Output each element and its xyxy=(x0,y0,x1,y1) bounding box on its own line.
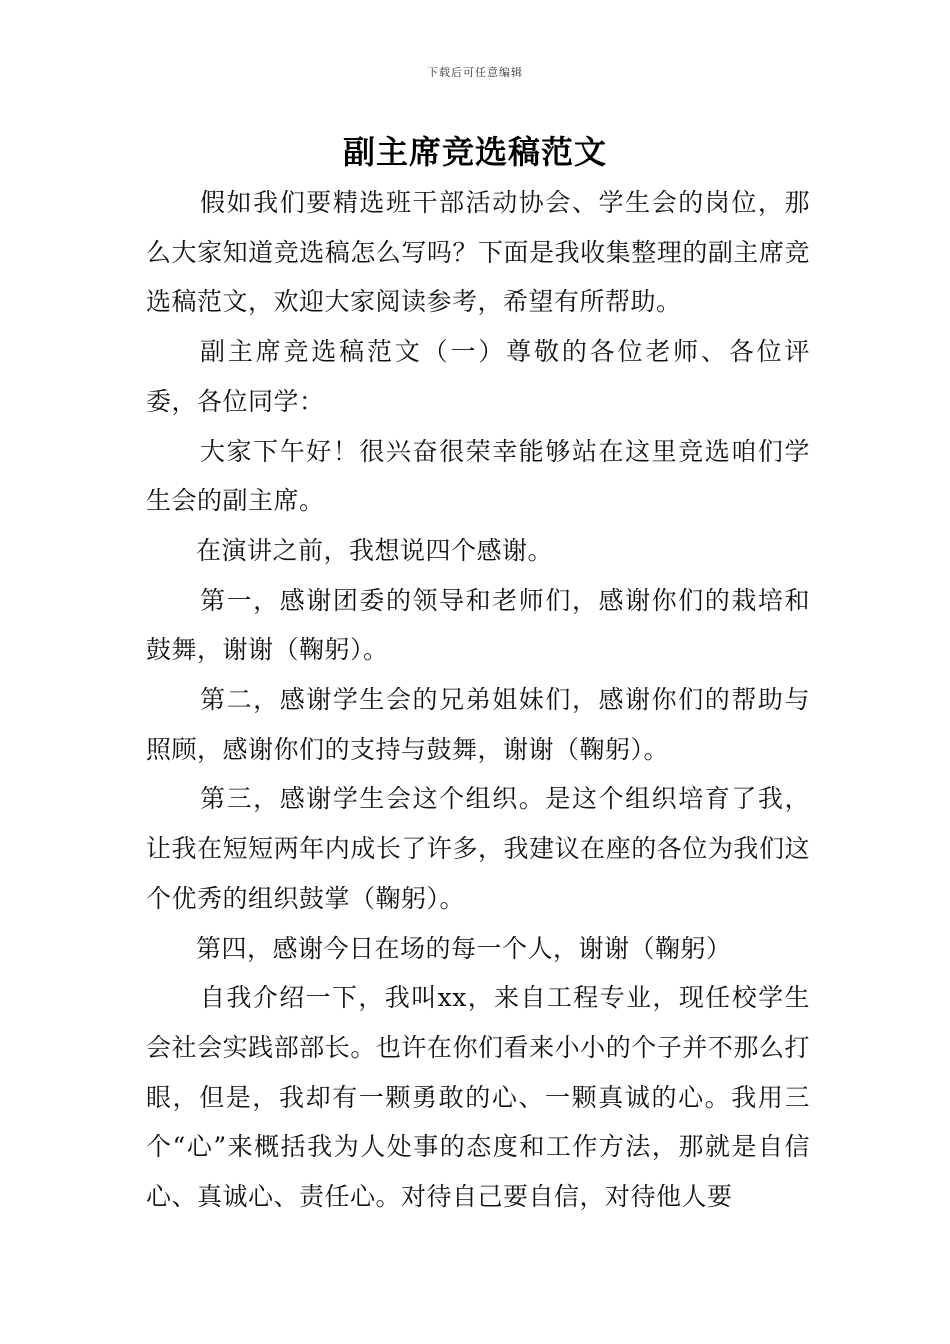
paragraph-greeting: 大家下午好！很兴奋很荣幸能够站在这里竞选咱们学生会的副主席。 xyxy=(146,436,810,516)
paragraph-thanks-first: 第一，感谢团委的领导和老师们，感谢你们的栽培和鼓舞，谢谢（鞠躬）。 xyxy=(146,585,810,665)
document-title: 副主席竞选稿范文 xyxy=(342,133,607,171)
paragraph-intro: 假如我们要精选班干部活动协会、学生会的岗位，那么大家知道竞选稿怎么写吗？下面是我收集整理的副主席竞选稿范文，欢迎大家阅读参考，希望有所帮助。 xyxy=(146,188,810,317)
paragraph-self-intro: 自我介绍一下，我叫xx，来自工程专业，现任校学生会社会实践部部长。也许在你们看来小小的个子并不那么打眼，但是，我却有一颗勇敢的心、一颗真诚的心。我用三个“心”来概括我为人处事的态度和工作方法，那就是自信心、真诚心、责任心。对待自己要自信，对待他人要 xyxy=(146,983,810,1212)
paragraph-thanks-intro: 在演讲之前，我想说四个感谢。 xyxy=(196,535,554,565)
header-note: 下载后可任意编辑 xyxy=(427,66,523,79)
paragraph-thanks-second: 第二，感谢学生会的兄弟姐妹们，感谢你们的帮助与照顾，感谢你们的支持与鼓舞，谢谢（鞠躬）。 xyxy=(146,685,810,764)
document-body xyxy=(146,178,810,1222)
paragraph-thanks-fourth: 第四，感谢今日在场的每一个人，谢谢（鞠躬） xyxy=(196,933,732,963)
paragraph-salutation: 副主席竞选稿范文（一）尊敬的各位老师、各位评委，各位同学： xyxy=(146,337,810,416)
paragraph-thanks-third: 第三，感谢学生会这个组织。是这个组织培育了我，让我在短短两年内成长了许多，我建议在座的各位为我们这个优秀的组织鼓掌（鞠躬）。 xyxy=(146,784,810,913)
